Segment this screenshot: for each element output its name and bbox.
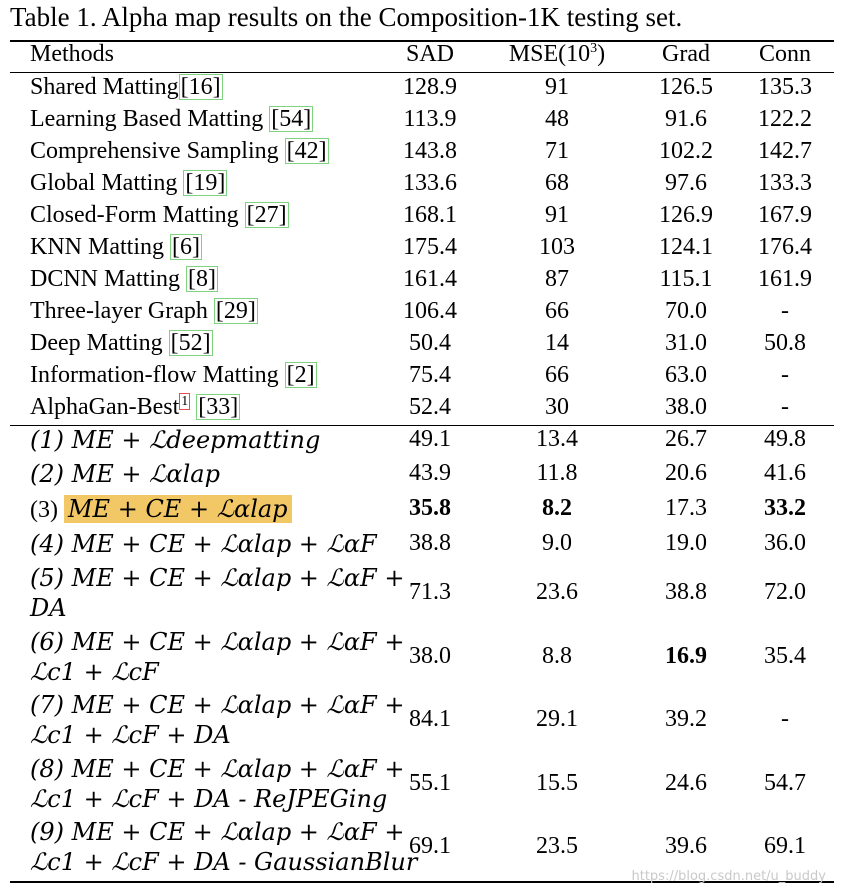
- conn-value: -: [781, 706, 789, 732]
- method-name: (3) ME + CE + ℒαlap: [30, 495, 292, 524]
- method-name: Information-flow Matting [2]: [30, 362, 315, 388]
- conn-value: 50.8: [764, 330, 806, 356]
- conn-value: 142.7: [758, 138, 812, 164]
- conn-value: 33.2: [764, 495, 806, 521]
- mse-value: 68: [545, 170, 569, 196]
- method-name: Three-layer Graph [29]: [30, 298, 256, 324]
- grad-value: 19.0: [665, 530, 707, 556]
- mse-value: 91: [545, 202, 569, 228]
- grad-value: 97.6: [665, 170, 707, 196]
- mse-value: 15.5: [536, 770, 578, 796]
- citation-link[interactable]: [54]: [271, 106, 312, 132]
- citation-link[interactable]: [29]: [215, 298, 256, 324]
- mse-value: 66: [545, 362, 569, 388]
- sad-value: 71.3: [409, 579, 451, 605]
- header-mse: $MSE(10^3)$: [508, 41, 606, 67]
- conn-value: 176.4: [758, 234, 812, 260]
- conn-value: 54.7: [764, 770, 806, 796]
- sad-value: 75.4: [409, 362, 451, 388]
- conn-value: -: [781, 298, 789, 324]
- mse-value: 48: [545, 106, 569, 132]
- sad-value: 175.4: [403, 234, 457, 260]
- grad-value: 124.1: [659, 234, 713, 260]
- sad-value: 106.4: [403, 298, 457, 324]
- mse-value: 11.8: [536, 460, 578, 486]
- method-name-line1: (8) ME + CE + ℒαlap + ℒαF +: [30, 755, 405, 783]
- method-name: (1) ME + ℒdeepmatting: [30, 426, 321, 454]
- citation-link[interactable]: [42]: [286, 138, 327, 164]
- header-conn: Conn: [758, 41, 812, 67]
- grad-value: 115.1: [659, 266, 713, 292]
- citation-link[interactable]: [6]: [172, 234, 200, 260]
- mse-value: 14: [545, 330, 569, 356]
- conn-value: 69.1: [764, 833, 806, 859]
- method-name: Shared Matting[16]: [30, 74, 221, 100]
- header-grad: Grad: [662, 41, 710, 67]
- grad-value: 126.5: [659, 74, 713, 100]
- sad-value: 69.1: [409, 833, 451, 859]
- conn-value: -: [781, 394, 789, 420]
- sad-value: 35.8: [409, 495, 451, 521]
- citation-link[interactable]: [8]: [188, 266, 216, 292]
- sad-value: 84.1: [409, 706, 451, 732]
- grad-value: 70.0: [665, 298, 707, 324]
- citation-link[interactable]: [27]: [246, 202, 287, 228]
- method-name-line2: ℒc1 + ℒcF + DA - GaussianBlur: [30, 848, 418, 876]
- mse-value: 91: [545, 74, 569, 100]
- method-name: Global Matting [19]: [30, 170, 226, 196]
- mse-value: 9.0: [542, 530, 572, 556]
- method-name: KNN Matting [6]: [30, 234, 200, 260]
- grad-value: 91.6: [665, 106, 707, 132]
- conn-value: -: [781, 362, 789, 388]
- citation-link[interactable]: [2]: [286, 362, 315, 388]
- header-methods: Methods: [30, 41, 114, 67]
- grad-value: 39.2: [665, 706, 707, 732]
- method-name: Closed-Form Matting [27]: [30, 202, 287, 228]
- grad-value: 126.9: [659, 202, 713, 228]
- citation-link[interactable]: [33]: [198, 394, 239, 420]
- grad-value: 102.2: [659, 138, 713, 164]
- grad-value: 63.0: [665, 362, 707, 388]
- table-row: [0, 628, 856, 690]
- sad-value: 52.4: [409, 394, 451, 420]
- mse-value: 66: [545, 298, 569, 324]
- grad-value: 24.6: [665, 770, 707, 796]
- sad-value: 113.9: [403, 106, 457, 132]
- sad-value: 43.9: [409, 460, 451, 486]
- header-rule: [10, 72, 834, 73]
- table-row: [0, 755, 856, 817]
- grad-value: 16.9: [665, 643, 707, 669]
- conn-value: 35.4: [764, 643, 806, 669]
- method-name-line1: (6) ME + CE + ℒαlap + ℒαF +: [30, 628, 405, 656]
- watermark: https://blog.csdn.net/u_buddy: [631, 869, 826, 884]
- grad-value: 20.6: [665, 460, 707, 486]
- mse-value: 87: [545, 266, 569, 292]
- mse-value: 23.5: [536, 833, 578, 859]
- method-name: Comprehensive Sampling [42]: [30, 138, 327, 164]
- sad-value: 128.9: [403, 74, 457, 100]
- conn-value: 72.0: [764, 579, 806, 605]
- conn-value: 167.9: [758, 202, 812, 228]
- method-name: Learning Based Matting [54]: [30, 106, 312, 132]
- header-sad: SAD: [405, 41, 455, 67]
- sad-value: 38.8: [409, 530, 451, 556]
- conn-value: 41.6: [764, 460, 806, 486]
- table-row: [0, 691, 856, 753]
- grad-value: 17.3: [665, 495, 707, 521]
- sad-value: 161.4: [403, 266, 457, 292]
- table-caption: Table 1. Alpha map results on the Composition-1K testing set.: [10, 2, 683, 32]
- sad-value: 143.8: [403, 138, 457, 164]
- conn-value: 49.8: [764, 426, 806, 452]
- conn-value: 133.3: [758, 170, 812, 196]
- sad-value: 55.1: [409, 770, 451, 796]
- footnote-marker[interactable]: 1: [181, 394, 189, 409]
- conn-value: 161.9: [758, 266, 812, 292]
- mse-value: 103: [539, 234, 575, 260]
- citation-link[interactable]: [52]: [170, 330, 211, 356]
- method-name-line2: ℒc1 + ℒcF: [30, 658, 159, 686]
- citation-link[interactable]: [16]: [180, 74, 221, 100]
- conn-value: 36.0: [764, 530, 806, 556]
- grad-value: 39.6: [665, 833, 707, 859]
- mse-value: 30: [545, 394, 569, 420]
- method-name-line2: DA: [30, 594, 67, 622]
- grad-value: 38.8: [665, 579, 707, 605]
- conn-value: 135.3: [758, 74, 812, 100]
- sad-value: 168.1: [403, 202, 457, 228]
- method-name: Deep Matting [52]: [30, 330, 211, 356]
- mse-value: 8.8: [542, 643, 572, 669]
- citation-link[interactable]: [19]: [185, 170, 226, 196]
- mse-value: 23.6: [536, 579, 578, 605]
- highlighted-method: ME + CE + ℒαlap: [64, 495, 292, 523]
- grad-value: 38.0: [665, 394, 707, 420]
- grad-value: 31.0: [665, 330, 707, 356]
- mse-value: 13.4: [536, 426, 578, 452]
- method-name: DCNN Matting [8]: [30, 266, 216, 292]
- method-name-line1: (7) ME + CE + ℒαlap + ℒαF +: [30, 691, 405, 719]
- sad-value: 50.4: [409, 330, 451, 356]
- conn-value: 122.2: [758, 106, 812, 132]
- method-name: (4) ME + CE + ℒαlap + ℒαF: [30, 530, 377, 558]
- method-name-line2: ℒc1 + ℒcF + DA: [30, 721, 231, 749]
- table-row: [0, 564, 856, 626]
- method-name-line1: (5) ME + CE + ℒαlap + ℒαF +: [30, 564, 405, 592]
- method-name: AlphaGan-Best $^1$ [33]: [30, 394, 239, 420]
- method-name-line1: (9) ME + CE + ℒαlap + ℒαF +: [30, 818, 405, 846]
- grad-value: 26.7: [665, 426, 707, 452]
- sad-value: 133.6: [403, 170, 457, 196]
- sad-value: 49.1: [409, 426, 451, 452]
- method-name: (2) ME + ℒαlap: [30, 460, 220, 488]
- mse-value: 71: [545, 138, 569, 164]
- sad-value: 38.0: [409, 643, 451, 669]
- method-name-line2: ℒc1 + ℒcF + DA - ReJPEGing: [30, 785, 388, 813]
- mse-value: 29.1: [536, 706, 578, 732]
- mse-value: 8.2: [542, 495, 572, 521]
